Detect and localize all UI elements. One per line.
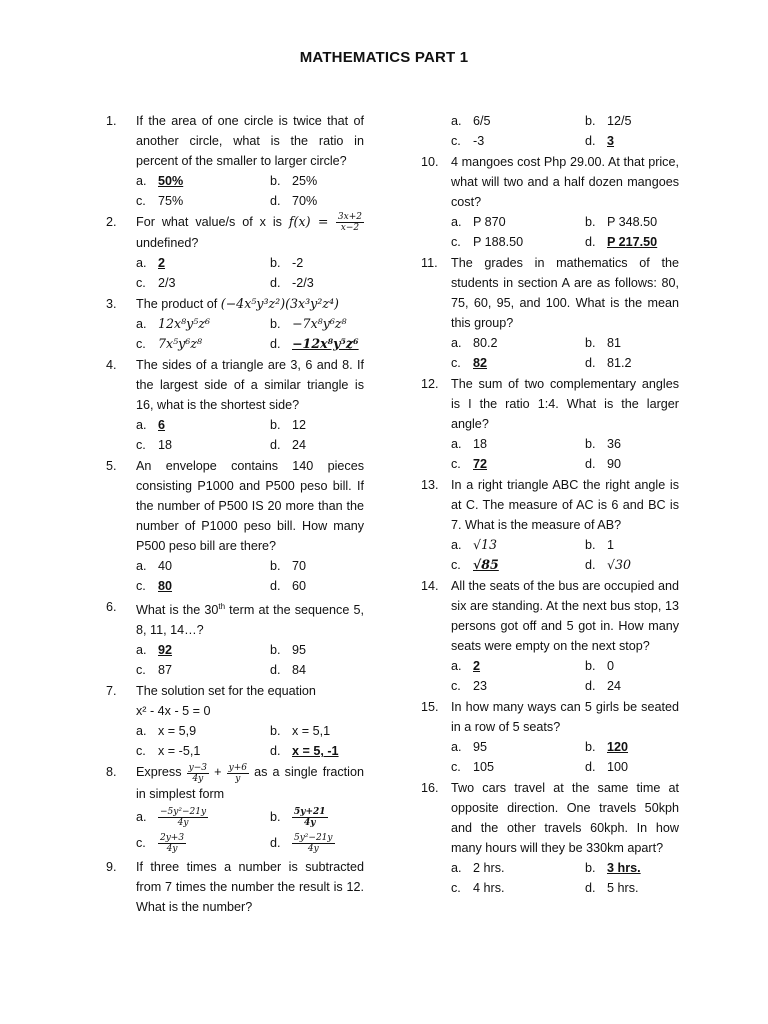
option-b[interactable]: b. 0 (585, 659, 615, 673)
question-4 (106, 355, 364, 455)
option-d[interactable]: d. 81.2 (585, 356, 632, 370)
question-number: 6. (106, 600, 117, 615)
option-a[interactable]: a. $\frac{\text{−5y²−21y}}{4y}$ (136, 806, 207, 828)
option-b[interactable]: b. 36 (585, 437, 622, 451)
option-c[interactable]: c. 75% (136, 194, 184, 208)
option-a[interactable]: a. 40 (136, 559, 173, 574)
option-a[interactable]: a. 2 (136, 256, 166, 271)
option-a[interactable]: a. 12x⁸y⁵z⁶ (136, 316, 211, 332)
question-text: 4 mangoes cost Php 29.00. At that price, what will two and a half dozen mangoes cost? (451, 155, 679, 209)
question-15 (421, 697, 679, 777)
question-number: 13. (421, 478, 439, 492)
question-text: Express $\frac{y-3}{4y}$ + $\frac{y+6}{y}$ as a single fraction in simplest form (136, 762, 364, 801)
option-c[interactable]: c. 80 (136, 579, 173, 594)
option-c[interactable]: c. 7x⁵y⁶z⁸ (136, 336, 203, 352)
option-c[interactable]: c. $\frac{2y+3}{4y}$ (136, 832, 185, 854)
question-10 (421, 152, 679, 252)
option-b[interactable]: b. -2 (270, 256, 304, 271)
option-b[interactable]: b. 1 (585, 538, 615, 552)
option-d[interactable]: d. 84 (270, 663, 307, 678)
options (451, 737, 679, 777)
question-text: The solution set for the equation x² - 4x - 5 = 0 (136, 684, 316, 719)
question-text: All the seats of the bus are occupied and six are standing. At the next bus stop, 13 persons got off and 5 got in. How many seats were empty on the next stop? (451, 579, 679, 653)
option-b[interactable]: b. 70 (270, 559, 307, 574)
option-b[interactable]: b. 95 (270, 643, 307, 658)
options (451, 858, 679, 898)
right-column (421, 111, 679, 899)
option-a[interactable]: a. 95 (451, 740, 488, 754)
option-a[interactable]: a. 80.2 (451, 336, 498, 350)
option-b[interactable]: b. 81 (585, 336, 622, 350)
question-text: If three times a number is subtracted from 7 times the number the result is 12. What is the number? (136, 859, 364, 914)
option-c[interactable]: c. √85 (451, 557, 499, 572)
question-text: The grades in mathematics of the students in section A are as follows: 80, 75, 60, 95, and 100. What is the mean this group? (451, 256, 679, 330)
option-c[interactable]: c. x = -5,1 (136, 744, 201, 759)
options (136, 721, 364, 761)
option-a[interactable]: a. √13 (451, 537, 498, 552)
option-b[interactable]: b. $\frac{5y+21}{4y}$ (270, 806, 326, 828)
option-d[interactable]: d. x = 5, -1 (270, 744, 339, 759)
question-number: 5. (106, 459, 117, 474)
question-text: An envelope contains 140 pieces consisting P1000 and P500 peso bill. If the number of P500 IS 20 more than the number of P1000 peso bill. How many P500 peso bill are there? (136, 459, 364, 554)
option-d[interactable]: d. P 217.50 (585, 235, 658, 249)
option-d[interactable]: d. $\frac{\text{5y²−21y}}{4y}$ (270, 832, 333, 854)
question-text: In how many ways can 5 girls be seated in a row of 5 seats? (451, 700, 679, 734)
option-a[interactable]: a. 50% (136, 174, 184, 188)
options (451, 535, 679, 575)
question-text: Two cars travel at the same time at opposite direction. One travels 50kph and the other travels 60kph. In how many hours will they be 330km apart? (451, 781, 679, 855)
option-d[interactable]: d. 5 hrs. (585, 881, 639, 895)
option-b[interactable]: b. 120 (585, 740, 629, 754)
question-8 (106, 762, 364, 855)
fraction: $\frac{y+6}{y}$ (228, 762, 247, 784)
question-14 (421, 576, 679, 696)
question-number: 12. (421, 377, 439, 391)
page-title: MATHEMATICS PART 1 (299, 49, 469, 66)
question-text: What is the 30th term at the sequence 5, 8, 11, 14…? (136, 602, 364, 638)
option-d[interactable]: d. 3 (585, 134, 615, 148)
option-c[interactable]: c. 23 (451, 679, 488, 693)
question-text: The sum of two complementary angles is I the ratio 1:4. What is the larger angle? (451, 377, 679, 431)
option-a[interactable]: a. x = 5,9 (136, 724, 197, 739)
option-a[interactable]: a. P 870 (451, 215, 506, 229)
option-d[interactable]: d. 24 (585, 679, 622, 693)
options (136, 314, 364, 354)
option-d[interactable]: d. 100 (585, 760, 629, 774)
question-1 (106, 111, 364, 211)
option-a[interactable]: a. 2 (451, 659, 481, 673)
option-a[interactable]: a. 2 hrs. (451, 861, 505, 875)
option-b[interactable]: b. 12/5 (585, 114, 632, 128)
fraction: $\frac{3x+2}{x-2}$ (337, 212, 362, 234)
option-b[interactable]: b. P 348.50 (585, 215, 658, 229)
option-c[interactable]: c. 18 (136, 438, 173, 453)
question-number: 8. (106, 765, 117, 780)
option-b[interactable]: b. x = 5,1 (270, 724, 331, 739)
option-a[interactable]: a. 18 (451, 437, 488, 451)
option-d[interactable]: d. 24 (270, 438, 307, 453)
options (451, 656, 679, 696)
option-d[interactable]: d. 60 (270, 579, 307, 594)
options (136, 253, 364, 293)
option-d[interactable]: d. √30 (585, 557, 632, 572)
option-d[interactable]: d. −12x⁸y⁵z⁶ (270, 336, 359, 352)
question-9-options (421, 111, 679, 151)
question-5 (106, 456, 364, 596)
option-d[interactable]: d. -2/3 (270, 276, 314, 291)
option-b[interactable]: b. 3 hrs. (585, 861, 641, 875)
fraction: $\frac{y-3}{4y}$ (188, 762, 207, 784)
option-b[interactable]: b. 12 (270, 418, 307, 433)
option-c[interactable]: c. 105 (451, 760, 495, 774)
question-number: 14. (421, 579, 439, 593)
question-text: The product of (−4x⁵y³z²)(3x³y²z⁴) (136, 296, 339, 312)
options (136, 171, 364, 211)
question-number: 4. (106, 358, 117, 373)
question-13 (421, 475, 679, 575)
option-d[interactable]: d. 70% (270, 194, 318, 208)
option-a[interactable]: a. 6/5 (451, 114, 491, 128)
question-7 (106, 681, 364, 761)
option-c[interactable]: c. 2/3 (136, 276, 176, 291)
question-number: 16. (421, 781, 439, 795)
question-number: 3. (106, 297, 117, 312)
options (136, 415, 364, 455)
question-9 (106, 857, 364, 917)
left-column (106, 111, 364, 918)
option-a[interactable]: a. 92 (136, 643, 173, 658)
question-6 (106, 597, 364, 680)
options (136, 640, 364, 680)
question-number: 7. (106, 684, 117, 699)
option-c[interactable]: c. 87 (136, 663, 173, 678)
question-3 (106, 294, 364, 354)
options (136, 556, 364, 596)
question-11 (421, 253, 679, 373)
option-a[interactable]: a. 6 (136, 418, 166, 433)
options (451, 111, 679, 151)
option-c[interactable]: c. P 188.50 (451, 235, 524, 249)
question-16 (421, 778, 679, 898)
question-text: For what value/s of x is f(x) = $\frac{3x+2}{x-2}$ undefined? (136, 212, 362, 251)
option-b[interactable]: b. 25% (270, 174, 318, 188)
question-text: In a right triangle ABC the right angle is at C. The measure of AC is 6 and BC is 7. What is the measure of AB? (451, 478, 679, 532)
options (451, 434, 679, 474)
options (451, 333, 679, 373)
question-number: 2. (106, 215, 117, 229)
question-text: The sides of a triangle are 3, 6 and 8. If the largest side of a similar triangle is 16, what is the shortest side? (136, 358, 364, 413)
question-number: 1. (106, 114, 117, 128)
options (136, 804, 364, 856)
options (451, 212, 679, 252)
question-number: 11. (421, 256, 438, 270)
question-number: 9. (106, 859, 117, 874)
option-c[interactable]: c. 4 hrs. (451, 881, 505, 895)
question-2 (106, 212, 364, 293)
option-d[interactable]: d. 90 (585, 457, 622, 471)
option-c[interactable]: c. -3 (451, 134, 485, 148)
question-text: If the area of one circle is twice that of another circle, what is the ratio in percent of the smaller to larger circle? (136, 114, 364, 168)
option-b[interactable]: b. −7x⁸y⁶z⁸ (270, 316, 347, 332)
question-number: 10. (421, 155, 439, 169)
option-c[interactable]: c. 82 (451, 356, 488, 370)
question-12 (421, 374, 679, 474)
question-number: 15. (421, 700, 439, 714)
option-c[interactable]: c. 72 (451, 457, 488, 471)
